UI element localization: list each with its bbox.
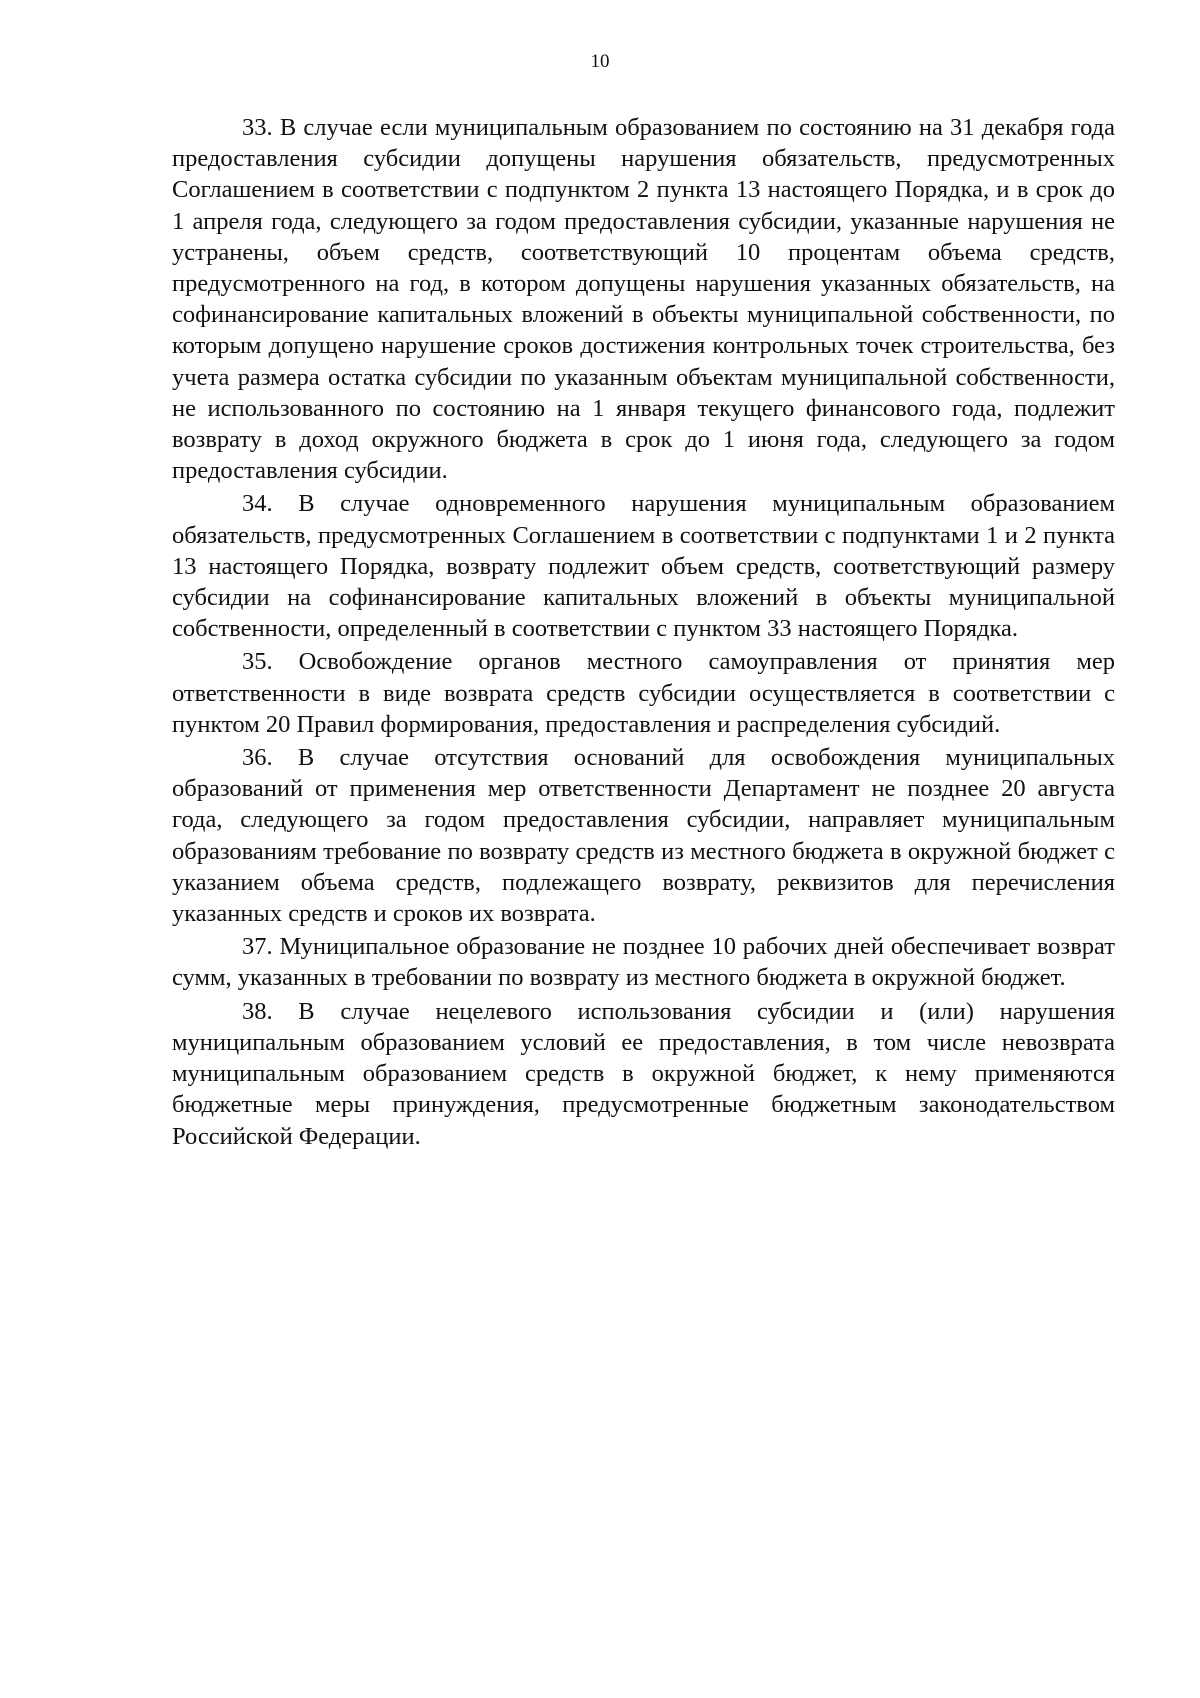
paragraph-37: 37. Муниципальное образование не позднее 10 рабочих дней обеспечивает возврат сумм, указанных в требовании по возврату из местного бюджета в окружной бюджет. <box>172 933 1115 992</box>
page-number: 10 <box>590 51 610 72</box>
paragraph-33: 33. В случае если муниципальным образованием по состоянию на 31 декабря года предоставления субсидии допущены нарушения обязательств, предусмотренных Соглашением в соответствии с подпунктом 2 пункта 13 настоящего Порядка, и в срок до 1 апреля года, следующего за годом предоставления субсидии, указанные нарушения не устранены, объем средств, соответствующий 10 процентам объема средств, предусмотренного на год, в котором допущены нарушения указанных обязательств, на софинансирование капитальных вложений в объекты муниципальной собственности, по которым допущено нарушение сроков достижения контрольных точек строительства, без учета размера остатка субсидии по указанным объектам муниципальной собственности, не использованного по состоянию на 1 января текущего финансового года, подлежит возврату в доход окружного бюджета в срок до 1 июня года, следующего за годом предоставления субсидии. <box>172 114 1115 485</box>
paragraph-34: 34. В случае одновременного нарушения муниципальным образованием обязательств, предусмотренных Соглашением в соответствии с подпунктами 1 и 2 пункта 13 настоящего Порядка, возврату подлежит объем средств, соответствующий размеру субсидии на софинансирование капитальных вложений в объекты муниципальной собственности, определенный в соответствии с пунктом 33 настоящего Порядка. <box>172 490 1115 643</box>
document-body <box>172 112 1115 1154</box>
paragraph-35: 35. Освобождение органов местного самоуправления от принятия мер ответственности в виде возврата средств субсидии осуществляется в соответствии с пунктом 20 Правил формирования, предоставления и распределения субсидий. <box>172 648 1115 738</box>
paragraph-36: 36. В случае отсутствия оснований для освобождения муниципальных образований от применения мер ответственности Департамент не позднее 20 августа года, следующего за годом предоставления субсидии, направляет муниципальным образованиям требование по возврату средств из местного бюджета в окружной бюджет с указанием объема средств, подлежащего возврату, реквизитов для перечисления указанных средств и сроков их возврата. <box>172 744 1115 928</box>
paragraph-38: 38. В случае нецелевого использования субсидии и (или) нарушения муниципальным образованием условий ее предоставления, в том числе невозврата муниципальным образованием средств в окружной бюджет, к нему применяются бюджетные меры принуждения, предусмотренные бюджетным законодательством Российской Федерации. <box>172 997 1115 1150</box>
